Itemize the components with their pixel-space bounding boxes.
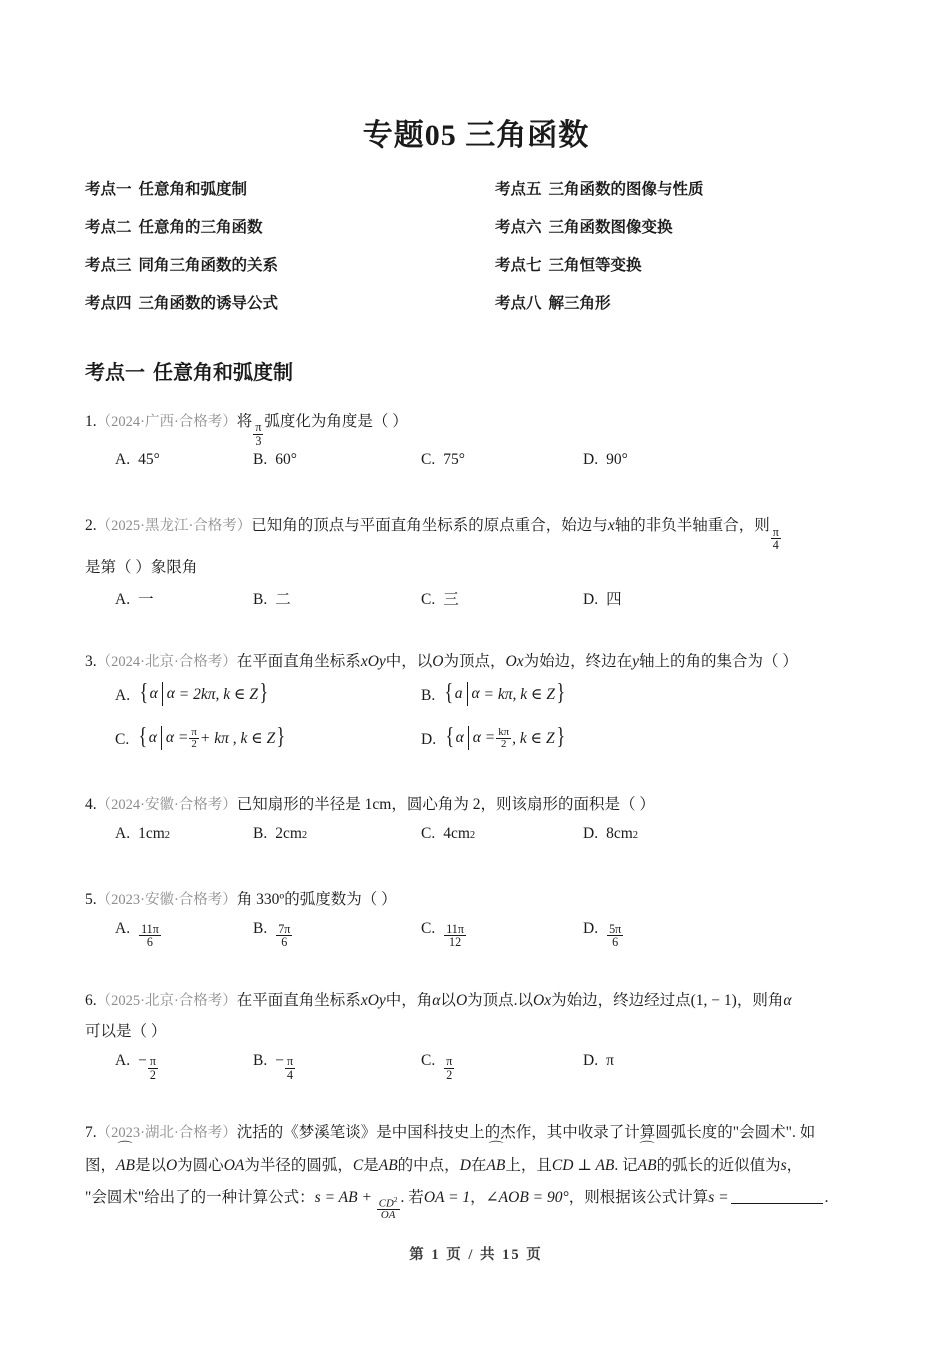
superscript-2: 2	[469, 829, 476, 841]
option-c[interactable]: C. $\frac{\pi}{2}$	[421, 1052, 453, 1082]
option-d[interactable]: D. 8cm 2	[583, 824, 639, 842]
page-content	[85, 0, 867, 1221]
fraction: $\frac{\pi}{4}$	[286, 1054, 294, 1082]
math-var-alpha-2: α	[783, 991, 792, 1009]
question-citation: （2024·广西·合格考）	[96, 413, 237, 430]
toc-item-number: 考点六	[495, 218, 542, 236]
math-angle-aob: ∠AOB = 90°	[485, 1188, 569, 1206]
question-citation: （2025·黑龙江·合格考）	[96, 518, 252, 535]
question-3-options-row1	[85, 682, 867, 726]
toc-item-1[interactable]	[85, 180, 495, 201]
toc-item-7[interactable]	[495, 256, 867, 277]
option-b[interactable]: B. 60°	[253, 451, 297, 469]
question-citation: （2023·湖北·合格考）	[96, 1125, 237, 1142]
question-citation: （2024·安徽·合格考）	[96, 797, 237, 814]
question-6-options	[85, 1052, 867, 1098]
question-5-options	[85, 920, 867, 966]
fraction: $\frac{11\pi}{12}$	[446, 921, 464, 949]
math-axis-y: y	[632, 653, 639, 671]
question-number: 6.	[85, 991, 97, 1009]
math-point-d: D	[459, 1156, 471, 1174]
answer-blank[interactable]	[731, 1188, 823, 1205]
section-number: 考点一	[85, 361, 145, 384]
set-notation: { α α = $\frac{k\pi}{2}$ , k ∈ Z }	[445, 724, 565, 751]
toc-item-number: 考点二	[85, 218, 132, 236]
fraction-cd2-over-oa: $\frac{CD^2}{OA}$	[378, 1194, 398, 1222]
option-c[interactable]: C. $\frac{11\pi}{12}$	[421, 919, 464, 949]
set-notation: { a α = kπ, k ∈ Z }	[444, 680, 566, 707]
question-stem-cont: 弧度化为角度是（ ）	[264, 412, 408, 430]
toc-item-label: 解三角形	[548, 294, 611, 312]
fraction: $\frac{5\pi}{6}$	[609, 921, 622, 949]
toc-item-8[interactable]	[495, 294, 867, 315]
toc-item-label: 任意角的三角函数	[138, 218, 263, 236]
option-d[interactable]: D. { α α = $\frac{k\pi}{2}$ , k ∈ Z }	[421, 724, 565, 751]
question-number: 1.	[85, 412, 97, 430]
question-citation: （2025·北京·合格考）	[96, 992, 237, 1009]
option-c[interactable]: C. 75°	[421, 451, 465, 469]
toc-item-number: 考点一	[85, 181, 132, 198]
option-c[interactable]: C. { α α = $\frac{\pi}{2}$ + kπ , k ∈ Z }	[115, 724, 286, 751]
option-d[interactable]: D. 四	[583, 591, 622, 609]
toc-item-4[interactable]	[85, 294, 495, 315]
math-segment-oa: OA	[223, 1156, 245, 1174]
option-a[interactable]: A. $\frac{11\pi}{6}$	[115, 919, 159, 949]
toc-item-label: 三角函数的诱导公式	[138, 294, 279, 312]
question-number: 2.	[85, 517, 97, 535]
math-s-equals: s =	[708, 1188, 729, 1206]
question-stem: 角 330º的弧度数为（ ）	[236, 890, 397, 908]
question-number: 7.	[85, 1124, 97, 1142]
superscript-2: 2	[301, 829, 308, 841]
option-a[interactable]: A. { α α = 2kπ, k ∈ Z }	[115, 680, 269, 707]
fraction-pi-over-3: $\frac{\pi}{3}$	[255, 420, 262, 448]
question-stem: 将	[236, 412, 253, 430]
question-5	[85, 884, 867, 916]
toc-item-5[interactable]	[495, 180, 867, 201]
fraction-pi-over-4: $\frac{\pi}{4}$	[772, 524, 779, 553]
math-var-s-2: s	[314, 1188, 321, 1206]
toc-item-3[interactable]	[85, 256, 495, 277]
question-2	[85, 510, 867, 583]
question-stem-line1: 沈括的《梦溪笔谈》是中国科技史上的杰作，其中收录了计算圆弧长度的"会圆术". 如	[236, 1124, 816, 1142]
math-var-x: x	[607, 517, 615, 535]
option-d[interactable]: D. π	[583, 1052, 614, 1070]
toc-item-label: 三角恒等变换	[548, 256, 642, 274]
question-stem-cont: 轴的非负半轴重合，则	[614, 517, 770, 535]
math-coord-system: xOy	[360, 991, 386, 1009]
minus-sign: −	[275, 1052, 284, 1070]
math-point-o: O	[165, 1156, 178, 1174]
question-6: 6.（2025·北京·合格考）在平面直角坐标系xOy中，角α以O为顶点.以Ox为始边，终边经过点(1, − 1)，则角α 可以是（ ）	[85, 991, 792, 1041]
option-c[interactable]: C. 三	[421, 591, 459, 609]
toc-item-number: 考点四	[85, 294, 132, 312]
question-1-options	[85, 451, 867, 491]
question-7: 7.（2023·湖北·合格考）沈括的《梦溪笔谈》是中国科技史上的杰作，其中收录了计算圆弧长度的"会圆术". 如 图，⌒ AB是以O为圆心OA为半径的圆弧，C是AB的中点，D在⌒ AB上，且CD ⊥ AB. 记⌒ AB的弧长的近似值为s， "会圆术"给出了的一种计算公式：s = AB + $\frac{CD^2}{OA}$ . 若OA = 1，∠AOB = 90°，则根据该公式计算s = .	[85, 1117, 867, 1221]
option-d[interactable]: D. 90°	[583, 451, 628, 469]
question-1	[85, 406, 867, 447]
math-ray-ox: Ox	[533, 991, 552, 1009]
option-b[interactable]: B. $\frac{7\pi}{6}$	[253, 919, 291, 949]
option-b[interactable]: B. { a α = kπ, k ∈ Z }	[421, 680, 566, 707]
toc-item-label: 同角三角函数的关系	[138, 256, 279, 274]
math-point-c: C	[352, 1156, 364, 1174]
question-stem: 已知角的顶点与平面直角坐标系的原点重合，始边与	[251, 517, 608, 535]
math-formula-part: = AB +	[324, 1188, 372, 1206]
fraction: $\frac{\pi}{2}$	[446, 1054, 453, 1082]
set-notation: { α α = $\frac{\pi}{2}$ + kπ , k ∈ Z }	[138, 724, 286, 751]
math-var-alpha: α	[432, 991, 441, 1009]
toc-item-6[interactable]	[495, 218, 867, 239]
math-coord-system: xOy	[360, 653, 386, 671]
option-c[interactable]: C. 4cm 2	[421, 824, 476, 842]
question-number: 4.	[85, 796, 97, 814]
toc-item-number: 考点三	[85, 256, 132, 274]
toc-item-number: 考点八	[495, 294, 542, 312]
fraction-pi-over-2: $\frac{\pi}{2}$	[191, 725, 197, 750]
question-number: 3.	[85, 653, 97, 671]
page-title: 专题05 三角函数	[362, 119, 590, 152]
arc-ab-1: ⌒ AB	[116, 1149, 135, 1182]
superscript-2: 2	[632, 829, 639, 841]
question-4-options	[85, 825, 867, 865]
page-footer: 第 1 页 / 共 15 页	[409, 1247, 543, 1263]
option-a[interactable]: A. 45°	[115, 451, 160, 469]
option-d[interactable]: D. $\frac{5\pi}{6}$	[583, 919, 622, 949]
section-label: 任意角和弧度制	[153, 361, 293, 384]
superscript-2: 2	[164, 829, 171, 841]
option-b[interactable]: B. − $\frac{\pi}{4}$	[253, 1052, 294, 1082]
fraction: $\frac{11\pi}{6}$	[141, 921, 159, 949]
math-segment-ab: AB	[378, 1156, 398, 1174]
option-a[interactable]: A. − $\frac{\pi}{2}$	[115, 1052, 156, 1082]
question-4	[85, 789, 867, 821]
math-ray-ox: Ox	[505, 653, 524, 671]
section-heading	[85, 359, 867, 387]
math-var-s: s	[780, 1156, 787, 1174]
math-cd-perp-ab: CD ⊥ AB	[551, 1156, 615, 1174]
fraction: $\frac{7\pi}{6}$	[278, 921, 291, 949]
option-a[interactable]: A. 1cm 2	[115, 824, 171, 842]
math-point-o: O	[455, 991, 468, 1009]
option-b[interactable]: B. 二	[253, 591, 291, 609]
question-stem: 已知扇形的半径是 1cm，圆心角为 2，则该扇形的面积是（ ）	[236, 796, 655, 814]
question-2-options	[85, 587, 867, 627]
math-point-coords: (1, − 1)	[690, 991, 737, 1009]
toc-item-label: 三角函数的图像与性质	[548, 181, 704, 198]
toc-item-number: 考点七	[495, 256, 542, 274]
toc-item-label: 三角函数图像变换	[548, 218, 673, 236]
arc-ab-2: ⌒ AB	[486, 1149, 505, 1182]
math-point-o: O	[432, 653, 444, 671]
question-citation: （2023·安徽·合格考）	[96, 891, 237, 908]
set-notation: { α α = 2kπ, k ∈ Z }	[139, 680, 269, 707]
question-stem-cont2: 是第（ ）象限角	[85, 558, 198, 576]
toc-item-2[interactable]	[85, 218, 495, 239]
option-b[interactable]: B. 2cm 2	[253, 824, 308, 842]
fraction: $\frac{\pi}{2}$	[149, 1054, 156, 1082]
question-citation: （2024·北京·合格考）	[96, 654, 237, 671]
question-3: 3.（2024·北京·合格考）在平面直角坐标系xOy中，以O为顶点，Ox为始边，终边在y轴上的角的集合为（ ）	[85, 653, 798, 671]
minus-sign: −	[138, 1052, 147, 1070]
toc-item-number: 考点五	[495, 181, 542, 198]
table-of-contents	[85, 180, 867, 315]
option-a[interactable]: A. 一	[115, 591, 154, 609]
toc-item-label: 任意角和弧度制	[138, 181, 248, 198]
arc-ab-3: ⌒ AB	[638, 1149, 657, 1182]
question-number: 5.	[85, 890, 97, 908]
math-oa-equals-1: OA = 1	[423, 1188, 471, 1206]
fraction-kpi-over-2: $\frac{k\pi}{2}$	[498, 725, 510, 750]
question-3-options-row2	[85, 726, 867, 770]
